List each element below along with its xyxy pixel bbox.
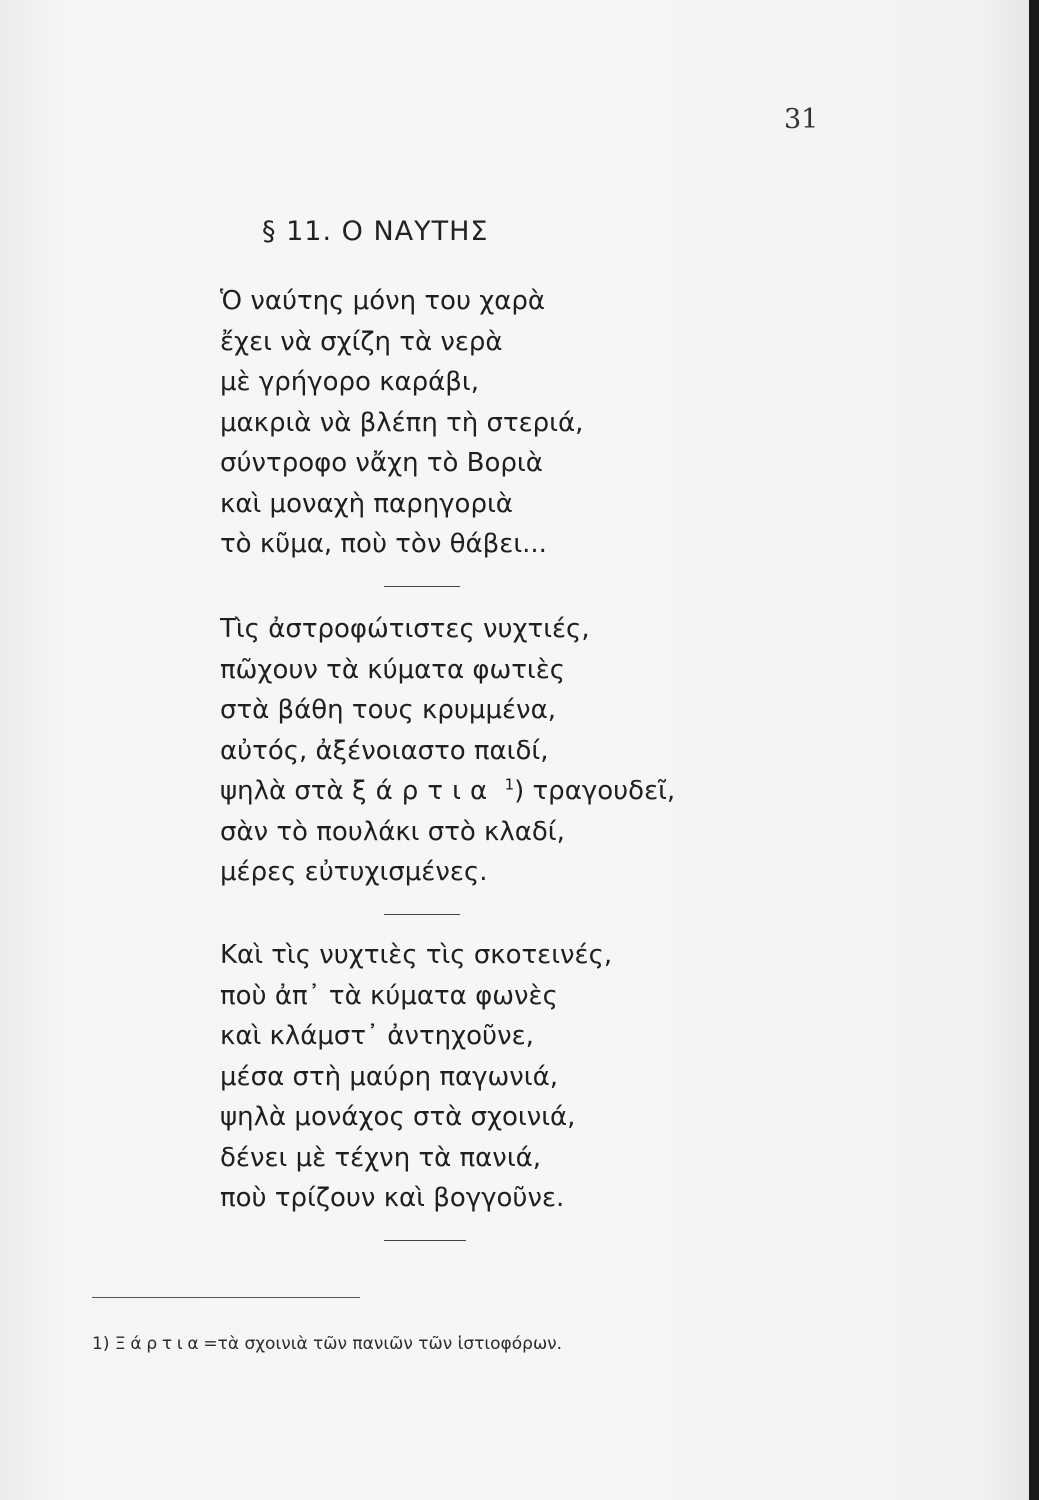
verse-line-with-footnote [220,771,675,812]
verse-line: αὐτός, ἀξένοιαστο παιδί, [220,735,549,766]
verse-line: καὶ μοναχὴ παρηγοριὰ [220,488,513,519]
verse-line: μακριὰ νὰ βλέπη τὴ στεριά, [220,407,584,438]
verse-line: στὰ βάθη τους κρυμμένα, [220,695,556,725]
footnote-term: Ξάρτια [114,1334,204,1354]
verse-text-after: ) τραγουδεῖ, [514,776,676,806]
stanza-divider [384,1240,466,1241]
verse-line: σὰν τὸ πουλάκι στὸ κλαδί, [220,816,565,847]
page-edge-shadow [1029,0,1039,1500]
verse-line: πῶχουν τὰ κύματα φωτιὲς [220,654,566,685]
verse-line: μὲ γρήγορο καράβι, [220,367,479,397]
section-heading [262,216,488,247]
footnote-marker: 1) [92,1334,110,1354]
stanza-1 [220,281,583,565]
verse-text-before: ψηλὰ στὰ [220,776,352,806]
verse-line: Καὶ τὶς νυχτιὲς τὶς σκοτεινές, [220,940,613,970]
verse-line: καὶ κλάμστ᾽ ἀντηχοῦνε, [220,1021,534,1051]
page-number: 31 [784,104,819,135]
footnote-rule [92,1297,360,1298]
verse-line: ποὺ ἀπ᾽ τὰ κύματα φωνὲς [220,980,558,1011]
verse-line: Τὶς ἀστροφώτιστες νυχτιές, [220,614,590,644]
verse-line: σύντροφο νἄχη τὸ Βοριὰ [220,448,543,478]
verse-line: ποὺ τρίζουν καὶ βογγοῦνε. [220,1183,565,1213]
spaced-word: ξάρτια [351,776,497,806]
stanza-3 [220,935,612,1219]
verse-line: δένει μὲ τέχνη τὰ πανιά, [220,1142,542,1173]
section-mark: § 11. [262,216,333,247]
verse-line: ἔχει νὰ σχίζη τὰ νερὰ [220,326,503,357]
footnote [92,1334,562,1354]
stanza-divider [384,914,460,915]
verse-line: ψηλὰ μονάχος στὰ σχοινιά, [220,1102,576,1132]
verse-line: Ὁ ναύτης μόνη του χαρὰ [220,286,546,316]
verse-line: μέρες εὐτυχισμένες. [220,857,488,887]
footnote-text: =τὰ σχοινιὰ τῶν πανιῶν τῶν ἱστιοφόρων. [203,1334,563,1354]
section-title: Ο ΝΑΥΤΗΣ [341,216,489,247]
stanza-2 [220,609,675,893]
verse-line: μέσα στὴ μαύρη παγωνιά, [220,1061,558,1092]
verse-line: τὸ κῦμα, ποὺ τὸν θάβει... [220,529,547,559]
footnote-reference[interactable]: 1 [504,775,515,794]
stanza-divider [384,586,460,587]
